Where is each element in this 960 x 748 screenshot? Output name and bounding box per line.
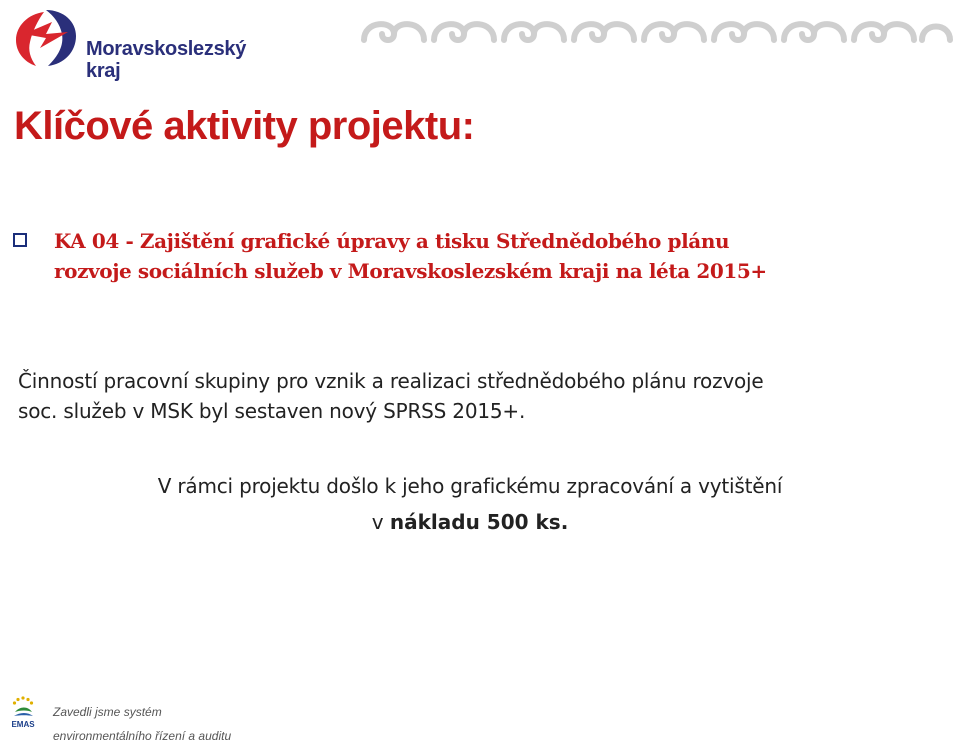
footer-emas-text xyxy=(53,700,231,748)
key-activity-heading xyxy=(54,226,934,286)
print-note-line-2 xyxy=(0,510,940,534)
logo-line-1: Moravskoslezský xyxy=(86,38,247,60)
key-activity-line-1: KA 04 - Zajištění grafické úpravy a tisku Střednědobého plánu xyxy=(54,229,730,253)
checkbox-bullet-icon xyxy=(13,233,27,247)
logo-wordmark xyxy=(86,38,246,82)
print-note-prefix: v xyxy=(371,510,390,534)
footer-line-1: Zavedli jsme systém xyxy=(53,705,162,719)
emas-label: EMAS xyxy=(11,720,35,729)
print-note-line-1: V rámci projektu došlo k jeho grafickému zpracování a vytištění xyxy=(157,474,783,498)
logo-line-2: kraj xyxy=(86,60,121,82)
page-title: Klíčové aktivity projektu: xyxy=(14,104,475,148)
description-line-1: Činností pracovní skupiny pro vznik a realizaci střednědobého plánu rozvoje xyxy=(18,369,764,393)
key-activity-line-2: rozvoje sociálních služeb v Moravskoslezském kraji na léta 2015+ xyxy=(54,259,767,283)
footer-line-2: environmentálního řízení a auditu xyxy=(53,729,232,743)
description-line-2: soc. služeb v MSK byl sestaven nový SPRSS 2015+. xyxy=(18,399,526,423)
region-emblem-icon xyxy=(6,4,86,72)
header-ornament-pattern xyxy=(356,12,956,48)
print-quantity: nákladu 500 ks. xyxy=(389,510,569,534)
emas-logo-icon xyxy=(8,694,38,736)
moravskoslezsky-kraj-logo xyxy=(6,4,247,82)
description-paragraph xyxy=(18,366,948,426)
